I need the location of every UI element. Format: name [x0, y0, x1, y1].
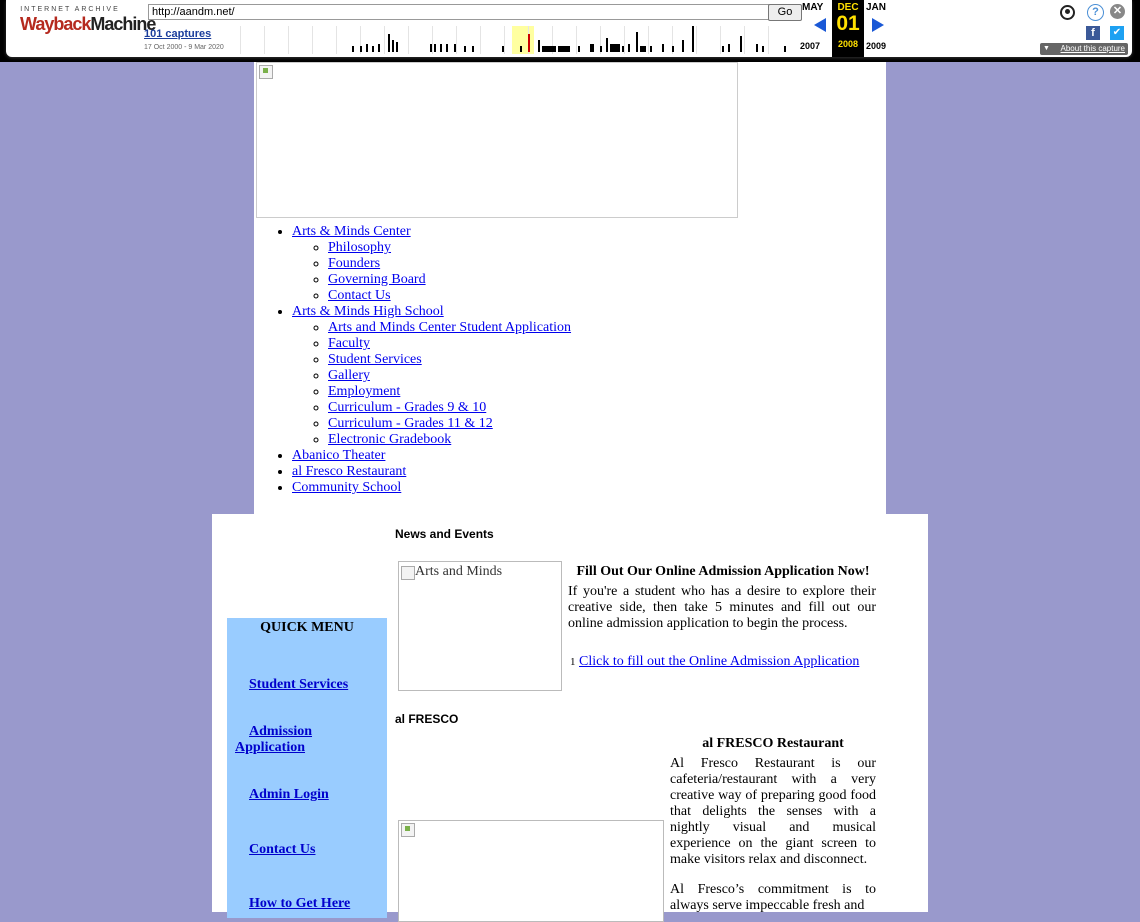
quick-link-admission-line2[interactable]: Application: [235, 740, 306, 755]
sparkline-bar: [740, 36, 742, 52]
sparkline-bar: [784, 46, 786, 52]
sparkline-bar: [600, 46, 602, 52]
wayback-panel: [6, 0, 1132, 57]
sparkline-cell: [504, 26, 505, 54]
nav-link-contact-us[interactable]: Contact Us: [328, 288, 391, 303]
nav-subitem: [328, 432, 571, 448]
quick-link-how-to-get-here[interactable]: How to Get Here: [249, 896, 351, 911]
sparkline-cell: [288, 26, 289, 54]
nav-subitem: [328, 272, 571, 288]
go-button[interactable]: Go: [768, 4, 802, 21]
sparkline-cell: [312, 26, 313, 54]
news-body: If you're a student who has a desire to explore their creative side, then take 5 minutes and fill out our online admission application to begin the process.: [568, 584, 876, 631]
sparkline-highlight: [512, 26, 534, 54]
banner-image: [256, 62, 738, 218]
nav-item-community: [292, 480, 571, 496]
nav-subitem: [328, 256, 571, 272]
nav-subitem: [328, 352, 571, 368]
alfresco-body-2: Al Fresco’s commitment is to always serve impeccable fresh and: [670, 882, 876, 913]
sparkline-bar: [672, 46, 674, 52]
broken-image-icon: [401, 823, 415, 837]
nav-link-center[interactable]: Arts & Minds Center: [292, 224, 411, 239]
sparkline-bar: [728, 44, 730, 52]
news-link-line: [570, 654, 880, 670]
nav-subitem: [328, 240, 571, 256]
sparkline-cell: [480, 26, 481, 54]
news-image-alt: Arts and Minds: [401, 564, 502, 580]
next-capture-arrow-icon[interactable]: [872, 18, 884, 32]
prev-year-link[interactable]: 2007: [800, 41, 821, 51]
logo-wordmark-a: Wayback: [20, 14, 91, 34]
nav-link-student-services[interactable]: Student Services: [328, 352, 422, 367]
nav-subitem: [328, 288, 571, 304]
sparkline-cell: [696, 26, 697, 54]
site-navigation: [254, 224, 571, 496]
sparkline-bar: [558, 46, 570, 52]
close-icon[interactable]: ✕: [1110, 4, 1125, 19]
online-application-link[interactable]: Click to fill out the Online Admission Application: [579, 654, 860, 669]
capture-sparkline[interactable]: [240, 26, 796, 54]
next-year-link[interactable]: 2009: [866, 41, 887, 51]
sparkline-bar: [430, 44, 432, 52]
nav-link-faculty[interactable]: Faculty: [328, 336, 370, 351]
sparkline-cell: [432, 26, 433, 54]
sparkline-bar: [682, 40, 684, 52]
user-icon[interactable]: [1060, 5, 1075, 20]
sparkline-bar: [388, 34, 390, 52]
sparkline-cell: [336, 26, 337, 54]
quick-link-student-services[interactable]: Student Services: [249, 677, 349, 692]
sparkline-bar: [378, 44, 380, 52]
nav-submenu-center: [292, 240, 571, 304]
nav-subitem: [328, 416, 571, 432]
nav-link-restaurant[interactable]: al Fresco Restaurant: [292, 464, 407, 479]
quick-menu: [227, 618, 387, 918]
nav-link-philosophy[interactable]: Philosophy: [328, 240, 392, 255]
sparkline-cell: [624, 26, 625, 54]
current-month: DEC: [837, 2, 859, 13]
nav-item-theater: [292, 448, 571, 464]
alfresco-body: Al Fresco Restaurant is our cafeteria/restaurant with a very creative way of preparing good food that delights the senses with a nightly visual and musical experience on the giant screen to make visitors relax and disconnect.: [670, 756, 876, 867]
logo-caption: INTERNET ARCHIVE: [20, 6, 120, 13]
sparkline-bar: [434, 44, 436, 52]
sparkline-bar: [578, 46, 580, 52]
news-heading: News and Events: [395, 527, 494, 541]
sparkline-cell: [648, 26, 649, 54]
sparkline-bar: [542, 46, 556, 52]
captures-link[interactable]: 101 captures: [144, 28, 212, 40]
news-image: [398, 561, 562, 691]
nav-item-restaurant: [292, 464, 571, 480]
nav-subitem: [328, 384, 571, 400]
sparkline-cell: [408, 26, 409, 54]
wayback-logo[interactable]: [20, 6, 156, 46]
next-month-link[interactable]: JAN: [866, 2, 887, 13]
alfresco-heading: al FRESCO: [395, 712, 459, 726]
header-panel: [254, 62, 886, 514]
nav-link-curriculum-11-12[interactable]: Curriculum - Grades 11 & 12: [328, 416, 493, 431]
sparkline-cell: [456, 26, 457, 54]
facebook-icon[interactable]: f: [1086, 26, 1100, 40]
broken-image-icon: [259, 65, 273, 79]
sparkline-bar: [372, 46, 374, 52]
sparkline-bar: [756, 44, 758, 52]
alfresco-image: [398, 820, 664, 922]
news-link-bullet: 1: [570, 656, 576, 668]
sparkline-bar: [650, 46, 652, 52]
nav-link-gallery[interactable]: Gallery: [328, 368, 370, 383]
nav-subitem: [328, 400, 571, 416]
sparkline-bar: [636, 32, 638, 52]
sparkline-bar: [502, 46, 504, 52]
twitter-icon[interactable]: ✔: [1110, 26, 1124, 40]
sparkline-bar: [472, 46, 474, 52]
logo-wordmark-b: Machine: [90, 14, 156, 34]
main-content: [212, 514, 928, 912]
sparkline-bar: [610, 44, 620, 52]
nav-link-curriculum-9-10[interactable]: Curriculum - Grades 9 & 10: [328, 400, 487, 415]
nav-subitem: [328, 336, 571, 352]
url-input[interactable]: http://aandm.net/: [148, 4, 770, 20]
nav-link-school[interactable]: Arts & Minds High School: [292, 304, 444, 319]
nav-link-employment[interactable]: Employment: [328, 384, 401, 399]
sparkline-bar: [662, 44, 664, 52]
sparkline-bar: [392, 40, 394, 52]
sparkline-bar: [520, 46, 522, 52]
sparkline-selected-bar: [528, 34, 530, 52]
nav-link-theater[interactable]: Abanico Theater: [292, 448, 386, 463]
sparkline-cell: [720, 26, 721, 54]
quick-menu-title: QUICK MENU: [260, 620, 354, 635]
sparkline-cell: [576, 26, 577, 54]
sparkline-bar: [622, 46, 624, 52]
nav-subitem: [328, 320, 571, 336]
about-capture-button[interactable]: ▼ About this capture: [1040, 43, 1128, 55]
capture-range: 17 Oct 2000 - 9 Mar 2020: [144, 44, 224, 51]
nav-subitem: [328, 368, 571, 384]
sparkline-cell: [384, 26, 385, 54]
sparkline-cell: [240, 26, 241, 54]
alfresco-title: al FRESCO Restaurant: [702, 736, 844, 751]
sparkline-bar: [396, 42, 398, 52]
logo-wordmark: [20, 14, 156, 35]
news-title: Fill Out Our Online Admission Application Now!: [576, 564, 870, 579]
nav-item-center: [292, 224, 571, 304]
nav-item-school: [292, 304, 571, 448]
sparkline-bar: [590, 44, 594, 52]
sparkline-bar: [722, 46, 724, 52]
quick-link-admission[interactable]: Admission: [249, 724, 313, 739]
sparkline-bar: [692, 26, 694, 52]
current-capture-date: [832, 0, 864, 57]
quick-link-contact-us[interactable]: Contact Us: [249, 842, 316, 857]
sparkline-bar: [454, 44, 456, 52]
sparkline-bar: [538, 40, 540, 52]
sparkline-bar: [606, 38, 608, 52]
help-icon[interactable]: ?: [1087, 4, 1104, 21]
sparkline-bar: [464, 46, 466, 52]
sparkline-bar: [446, 44, 448, 52]
nav-submenu-school: [292, 320, 571, 448]
nav-link-community[interactable]: Community School: [292, 480, 402, 495]
sparkline-bar: [352, 46, 354, 52]
quick-link-admin-login[interactable]: Admin Login: [249, 787, 329, 802]
sparkline-cell: [744, 26, 745, 54]
wayback-toolbar: [0, 0, 1140, 62]
current-day: 01: [836, 12, 860, 35]
nav-link-gradebook[interactable]: Electronic Gradebook: [328, 432, 452, 447]
sparkline-cell: [264, 26, 265, 54]
sparkline-bar: [762, 46, 764, 52]
nav-link-founders[interactable]: Founders: [328, 256, 381, 271]
nav-link-governing-board[interactable]: Governing Board: [328, 272, 426, 287]
prev-capture-arrow-icon[interactable]: [814, 18, 826, 32]
nav-link-student-application[interactable]: Arts and Minds Center Student Application: [328, 320, 572, 335]
sparkline-bar: [360, 46, 362, 52]
sparkline-bar: [640, 46, 646, 52]
current-year: 2008: [837, 39, 859, 49]
sparkline-bar: [440, 44, 442, 52]
sparkline-bar: [628, 44, 630, 52]
sparkline-cell: [768, 26, 769, 54]
prev-month-link[interactable]: MAY: [802, 2, 824, 13]
sparkline-bar: [366, 44, 368, 52]
